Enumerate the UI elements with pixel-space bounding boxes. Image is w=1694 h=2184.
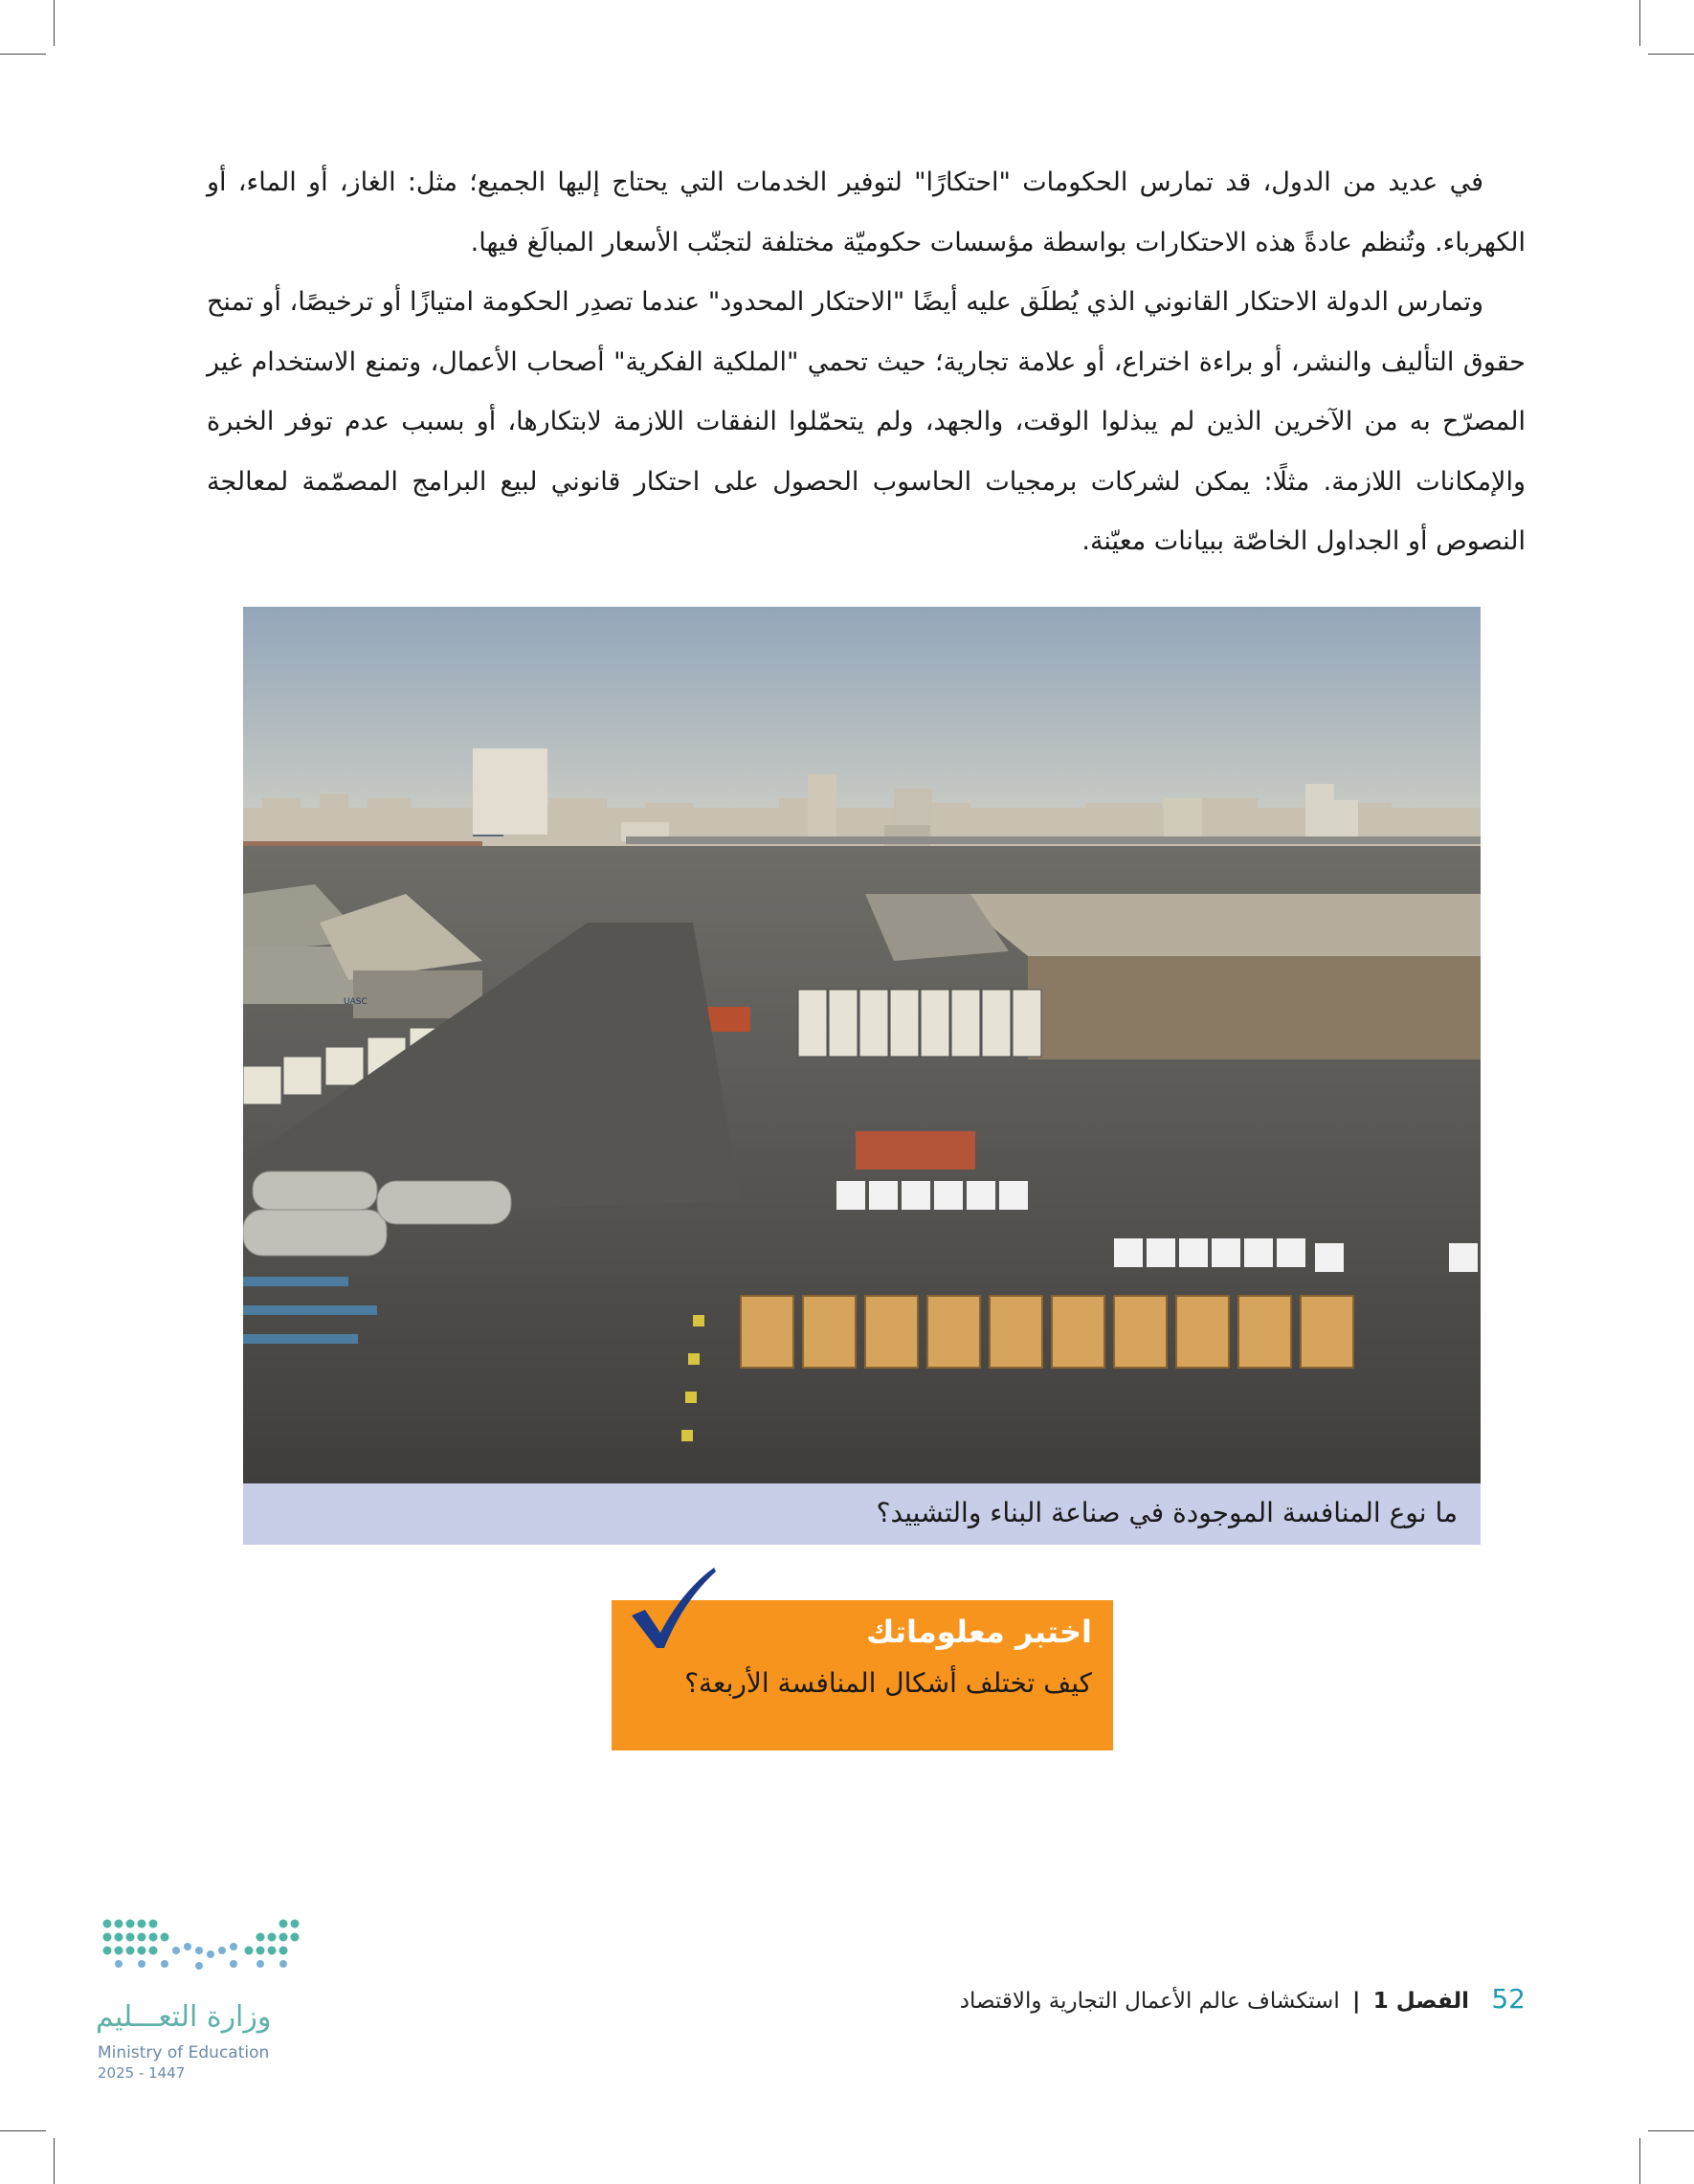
crop-mark xyxy=(1639,2138,1640,2184)
crop-mark xyxy=(1648,2130,1694,2131)
crop-mark xyxy=(0,2130,46,2131)
chapter-title: استكشاف عالم الأعمال التجارية والاقتصاد xyxy=(959,1989,1340,2014)
crop-mark xyxy=(1648,54,1694,55)
page-footer xyxy=(960,1983,1526,2015)
page-number: 52 xyxy=(1491,1983,1526,2015)
quiz-title: اختبر معلوماتك xyxy=(866,1614,1092,1650)
figure-caption: ما نوع المنافسة الموجودة في صناعة البناء والتشييد؟ xyxy=(243,1483,1481,1545)
container-label: UASC xyxy=(344,997,368,1007)
footer-separator: | xyxy=(1352,1989,1361,2014)
ministry-name-arabic: وزارة التعـــليم xyxy=(96,2000,272,2034)
quiz-question: كيف تختلف أشكال المنافسة الأربعة؟ xyxy=(684,1667,1092,1699)
crop-mark xyxy=(1639,0,1640,46)
crop-mark xyxy=(54,2138,55,2184)
ministry-name-english: Ministry of Education xyxy=(98,2043,270,2062)
ministry-logo-icon xyxy=(94,1912,323,2065)
paragraph-2: وتمارس الدولة الاحتكار القانوني الذي يُطلَق عليه أيضًا "الاحتكار المحدود" عندما تصدِر الحكومة امتيازًا أو ترخيصًا، أو تمنح حقوق التأليف والنشر، أو براءة اختراع، أو علامة تجارية؛ حيث تحمي "الملكية الفكرية" أصحاب الأعمال، وتمنع الاستخدام غير المصرّح به من الآخرين الذين لم يبذلوا الوقت، والجهد، ولم يتحمّلوا النفقات اللازمة لابتكارها، أو بسبب عدم توفر الخبرة والإمكانات اللازمة. مثلًا: يمكن لشركات برمجيات الحاسوب الحصول على احتكار قانوني لبيع البرامج المصمّمة لمعالجة النصوص أو الجداول الخاصّة ببيانات معيّنة. xyxy=(207,287,1526,556)
ministry-year: 2025 - 1447 xyxy=(98,2064,186,2082)
checkmark-icon xyxy=(626,1566,718,1652)
crop-mark xyxy=(54,0,55,46)
crop-mark xyxy=(0,54,46,55)
chapter-label: الفصل 1 xyxy=(1372,1989,1470,2014)
port-photo xyxy=(243,607,1481,1483)
paragraph-1: في عديد من الدول، قد تمارس الحكومات "احتكارًا" لتوفير الخدمات التي يحتاج إليها الجميع؛ مثل: الغاز، أو الماء، أو الكهرباء. وتُنظم عادةً هذه الاحتكارات بواسطة مؤسسات حكوميّة مختلفة لتجنّب الأسعار المبالَغ فيها. xyxy=(207,167,1526,257)
body-text xyxy=(207,153,1526,572)
